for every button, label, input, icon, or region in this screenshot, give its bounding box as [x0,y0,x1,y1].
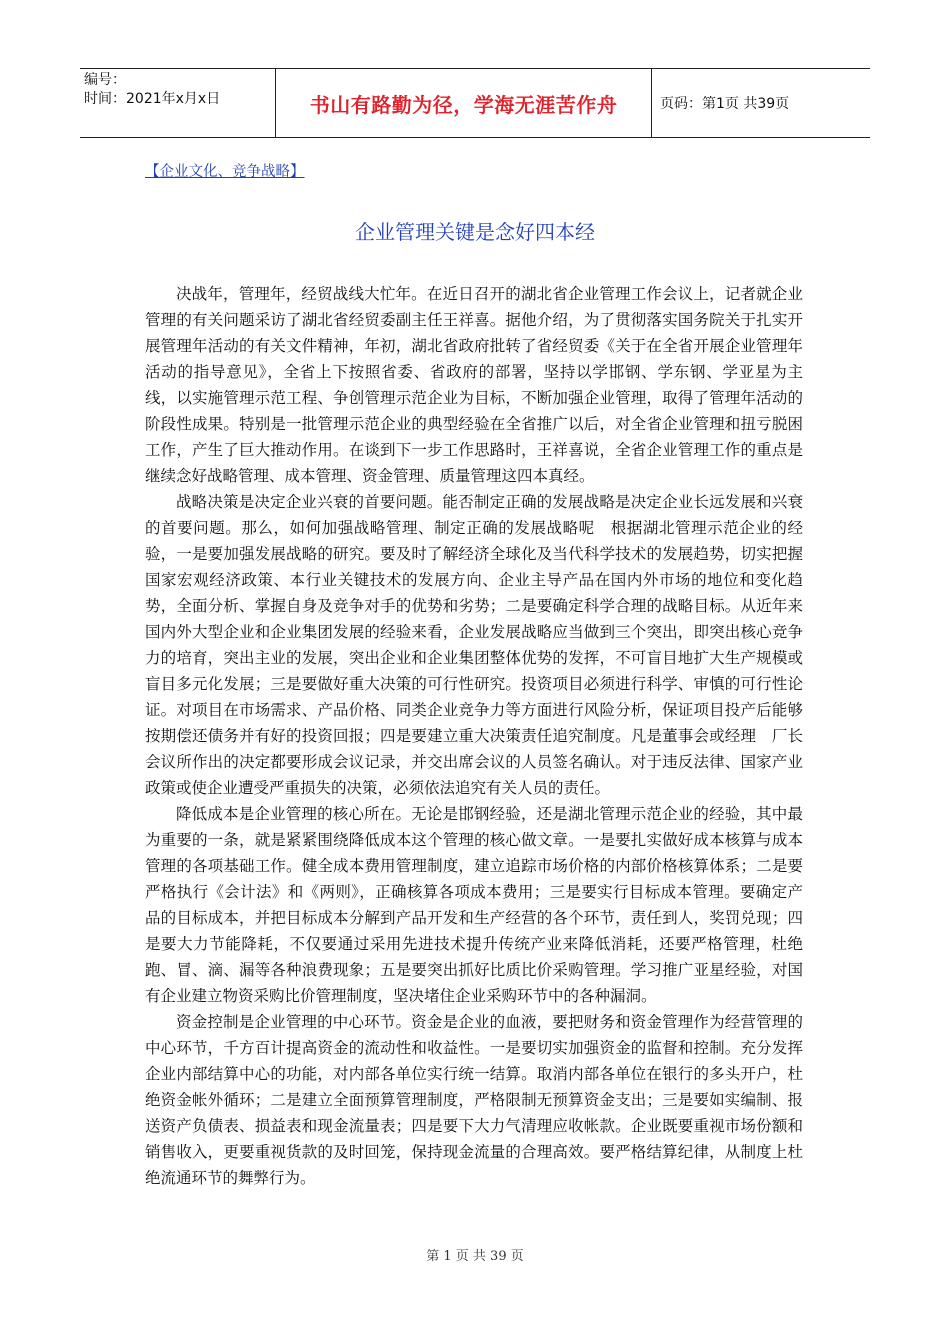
header-meta [80,69,275,137]
paragraph: 资金控制是企业管理的中心环节。资金是企业的血液，要把财务和资金管理作为经营管理的中心环节，千方百计提高资金的流动性和收益性。一是要切实加强资金的监督和控制。充分发挥企业内部结算中心的功能，对内部各单位实行统一结算。取消内部各单位在银行的多头开户，杜绝资金帐外循环；二是建立全面预算管理制度，严格限制无预算资金支出；三是要如实编制、报送资产负债表、损益表和现金流量表；四是要下大力气清理应收帐款。企业既要重视市场份额和销售收入，更要重视货款的及时回笼，保持现金流量的合理高效。要严格结算纪律，从制度上杜绝流通环节的舞弊行为。 [145,1013,803,1187]
article-title: 企业管理关键是念好四本经 [355,220,595,244]
paragraph: 决战年，管理年，经贸战线大忙年。在近日召开的湖北省企业管理工作会议上，记者就企业管理的有关问题采访了湖北省经贸委副主任王祥喜。据他介绍，为了贯彻落实国务院关于扎实开展管理年活动的有关文件精神，年初，湖北省政府批转了省经贸委《关于在全省开展企业管理年活动的指导意见》，全省上下按照省委、省政府的部署，坚持以学邯钢、学东钢、学亚星为主线，以实施管理示范工程、争创管理示范企业为目标，不断加强企业管理，取得了管理年活动的阶段性成果。特别是一批管理示范企业的典型经验在全省推广以后，对全省企业管理和扭亏脱困工作，产生了巨大推动作用。在谈到下一步工作思路时，王祥喜说，全省企业管理工作的重点是继续念好战略管理、成本管理、资金管理、质量管理这四本真经。 [145,285,803,485]
header-motto: 书山有路勤为径，学海无涯苦作舟 [275,69,652,137]
category-link[interactable]: 【企业文化、竞争战略】 [145,164,305,180]
header-page-info: 页码：第1页 共39页 [660,96,790,112]
document-header [80,68,870,138]
paragraph: 降低成本是企业管理的核心所在。无论是邯钢经验，还是湖北管理示范企业的经验，其中最为重要的一条，就是紧紧围绕降低成本这个管理的核心做文章。一是要扎实做好成本核算与成本管理的各项基础工作。健全成本费用管理制度，建立追踪市场价格的内部价格核算体系；二是要严格执行《会计法》和《两则》，正确核算各项成本费用；三是要实行目标成本管理。要确定产品的目标成本，并把目标成本分解到产品开发和生产经营的各个环节，责任到人，奖罚兑现；四是要大力节能降耗，不仅要通过采用先进技术提升传统产业来降低消耗，还要严格管理，杜绝跑、冒、滴、漏等各种浪费现象；五是要突出抓好比质比价采购管理。学习推广亚星经验，对国有企业建立物资采购比价管理制度，坚决堵住企业采购环节中的各种漏洞。 [145,805,803,1005]
paragraph: 战略决策是决定企业兴衰的首要问题。能否制定正确的发展战略是决定企业长远发展和兴衰的首要问题。那么，如何加强战略管理、制定正确的发展战略呢 根据湖北管理示范企业的经验，一是要加强发展战略的研究。要及时了解经济全球化及当代科学技术的发展趋势，切实把握国家宏观经济政策、本行业关键技术的发展方向、企业主导产品在国内外市场的地位和变化趋势，全面分析、掌握自身及竞争对手的优势和劣势；二是要确定科学合理的战略目标。从近年来国内外大型企业和企业集团发展的经验来看，企业发展战略应当做到三个突出，即突出核心竞争力的培育，突出主业的发展，突出企业和企业集团整体优势的发挥，不可盲目地扩大生产规模或盲目多元化发展；三是要做好重大决策的可行性研究。投资项目必须进行科学、审慎的可行性论证。对项目在市场需求、产品价格、同类企业竞争力等方面进行风险分析，保证项目投产后能够按期偿还债务并有好的投资回报；四是要建立重大决策责任追究制度。凡是董事会或经理 厂长 会议所作出的决定都要形成会议记录，并交出席会议的人员签名确认。对于违反法律、国家产业政策或使企业遭受严重损失的决策，必须依法追究有关人员的责任。 [145,493,819,797]
number-label: 编号： [84,72,126,88]
page-footer: 第 1 页 共 39 页 [426,1249,524,1264]
time-label: 时间：2021年x月x日 [84,91,221,107]
article-body [145,281,819,1191]
